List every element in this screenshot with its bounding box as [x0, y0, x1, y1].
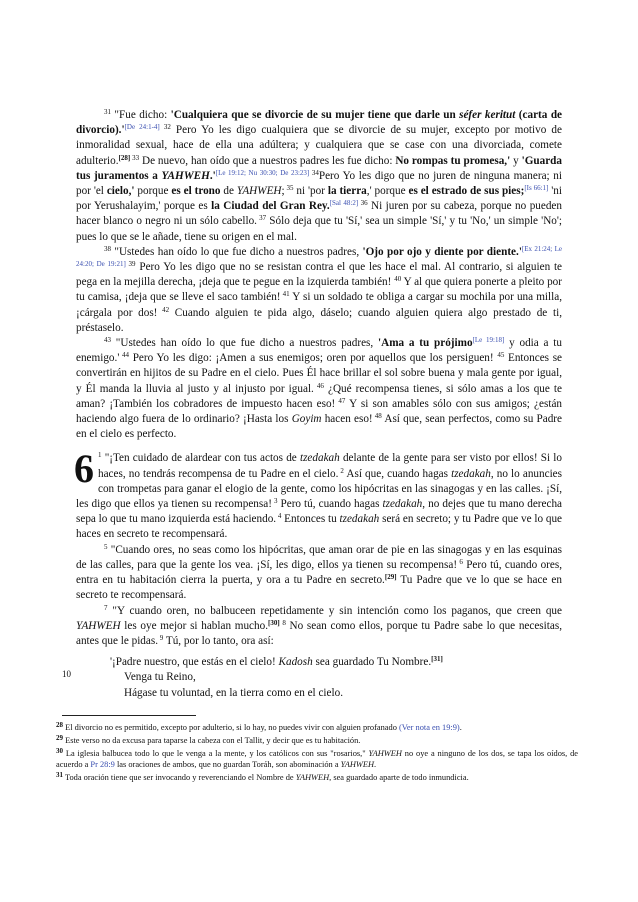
cross-reference-link[interactable]: [Le 19:18]	[472, 336, 505, 345]
chapter-number: 6	[74, 446, 94, 492]
verse-number: 3	[271, 497, 278, 506]
paragraph-v5: $^5$ "Cuando ores, no seas como los hipócritas, que aman orar de pie en las sinagogas y en las esquinas de las calles, para que la gente los vea. ¡Sí, les digo, ellos ya tienen su recompensa! $^6$ Pero tú, cuando ores, entra en tu habitación cierra la puerta, y ora a tu Padre en secreto.[29] Tu Padre que ve lo que se hace en secreto te recompensará.	[76, 542, 563, 602]
verse-number: 46	[313, 381, 324, 390]
verse-number: 44	[119, 351, 129, 360]
verse-number: 8	[279, 618, 286, 627]
verse-number: 45	[497, 351, 505, 360]
footnote-divider	[62, 715, 196, 716]
verse-number: 6	[457, 557, 463, 566]
scripture-text	[62, 108, 563, 701]
verse-number: 42	[157, 305, 170, 314]
lords-prayer	[62, 655, 562, 701]
verse-number: 1	[98, 451, 102, 460]
paragraph-v31: $^{31}$ "Fue dicho: 'Cualquiera que se divorcie de su mujer tiene que darle un séfer keritut (carta de divorcio).'[De 24:1-4] $^{32}$ Pero Yo les digo cualquiera que se divorcie de su mujer, excepto por motivo de inmoralidad sexual, hace de ella una adúltera; y cualquiera que se case con una divorciada, comete adulterio.[28] $^{33}$ De nuevo, han oído que a nuestros padres les fue dicho: No rompas tu promesa,' y 'Guarda tus juramentos a YAHWEH.'[Le 19:12; Nu 30:30; De 23:23] $^{34}$Pero Yo les digo que no juren de ninguna manera; ni por 'el cielo,' porque es el trono de YAHWEH; $^{35}$ ni 'por la tierra,' porque es el estrado de sus pies;[Is 66:1] 'ni por Yerushalayim,' porque es la Ciudad del Gran Rey.[Sal 48:2] $^{36}$ Ni juren por su cabeza, porque no pueden hacer blanco o negro ni un sólo cabello. $^{37}$ Sólo deja que tu 'Sí,' sea un simple 'Sí,' y tu 'No,' un simple 'No'; pues lo que se le añade, tiene su origen en el mal.	[76, 108, 563, 243]
cross-reference-link[interactable]: [De 24:1-4]	[124, 123, 160, 132]
prayer-line: '¡Padre nuestro, que estás en el cielo! Kadosh sea guardado Tu Nombre.[31]	[110, 655, 443, 669]
verse-number: 47	[335, 396, 346, 405]
footnote-31: $^{31}$ Toda oración tiene que ser invocando y reverenciando el Nombre de YAHWEH, sea guardado aparte de todo inmundicia.	[56, 771, 469, 782]
footnotes	[56, 722, 578, 785]
prayer-line: Venga tu Reino,	[124, 671, 196, 684]
footnote-30: $^{30}$ La iglesia balbucea todo lo que le venga a la mente, y los católicos con sus "rosarios," YAHWEH no oye a ninguno de los dos, se tapa los oídos, de acuerdo a Pr 28:9 las oraciones de ambos, que no guardan Toráh, son abominación a YAHWEH.	[56, 747, 579, 769]
paragraph-chapter6-v1: 6 $^1$ "¡Ten cuidado de alardear con tus actos de tzedakah delante de la gente para ser visto por ellos! Si lo haces, no tendrás recompensa de tu Padre en el cielo. $^2$ Así que, cuando hagas tzedakah, no lo anuncies con trompetas para ganar el elogio de la gente, como los hipócritas en las sinagogas y en las calles. ¡Sí, les digo que ellos ya tienen su recompensa! $^3$ Pero tú, cuando hagas tzedakah, no dejes que tu mano derecha sepa lo que tu mano izquierda está haciendo. $^4$ Entonces tu tzedakah será en secreto; y tu Padre que ve lo que haces en secreto te recompensará.	[74, 446, 563, 541]
prayer-line: Hágase tu voluntad, en la tierra como en el cielo.	[124, 686, 344, 699]
cross-reference-link[interactable]: [Is 66:1]	[524, 184, 549, 193]
verse-number: 2	[338, 466, 344, 475]
verse-number: 31	[104, 108, 111, 116]
footnote-28: $^{28}$ El divorcio no es permitido, excepto por adulterio, si lo hay, no puedes vivir con alguien profanado (Ver nota en 19:9).	[56, 721, 462, 732]
cross-reference-link[interactable]: [Le 19:12; Nu 30:30; De 23:23]	[215, 168, 310, 177]
paragraph-v43: $^{43}$ "Ustedes han oído lo que fue dicho a nuestros padres, 'Ama a tu prójimo[Le 19:18] y odia a tu enemigo.' $^{44}$ Pero Yo les digo: ¡Amen a sus enemigos; oren por aquellos que los persiguen! $^{45}$ Entonces se convertirán en hijitos de su Padre en el cielo. Pues Él hace brillar el sol sobre buena y mala gente por igual, y Él manda la lluvia al justo y al injusto por igual. $^{46}$ ¿Qué recompensa tienes, si sólo amas a los que te aman? ¡También los cobradores de impuesto hacen eso! $^{47}$ Y si son amables sólo con sus amigos; ¿están haciendo algo fuera de lo ordinario? ¡Hasta los Goyim hacen eso! $^{48}$ Así que, sean perfectos, como su Padre en el cielo es perfecto.	[76, 336, 563, 441]
verse-number: 4	[276, 512, 282, 521]
footnote-link[interactable]: Pr 28:9	[90, 760, 115, 769]
footnote-marker[interactable]: [31]	[431, 655, 443, 664]
footnote-link[interactable]: (Ver nota en 19:9)	[399, 723, 460, 732]
verse-number: 37	[256, 214, 267, 223]
verse-number: 7	[104, 603, 108, 612]
cross-reference-link[interactable]: [Sal 48:2]	[329, 199, 359, 208]
cross-reference-link[interactable]: [Ex 21:24; Le 24:20; De 19:21]	[76, 244, 562, 269]
verse-number: 41	[280, 290, 290, 299]
verse-number: 40	[394, 275, 402, 284]
verse-number: 39	[125, 260, 136, 269]
paragraph-v7: $^7$ "Y cuando oren, no balbuceen repetidamente y sin intención como los paganos, que creen que YAHWEH les oye mejor si hablan mucho.[30] $^8$ No sean como ellos, porque tu Padre sabe lo que necesitas, antes que le pidas. $^9$ Tú, por lo tanto, ora así:	[76, 603, 562, 647]
verse-number: 36	[358, 199, 368, 208]
verse-number: 9	[158, 633, 164, 642]
footnote-29: $^{29}$ Este verso no da excusa para taparse la cabeza con el Tallit, y decir que es tu habitación.	[56, 734, 361, 745]
verse-number: 48	[372, 412, 382, 421]
verse-number: 34	[309, 168, 319, 177]
footnote-marker[interactable]: [30]	[268, 618, 280, 627]
verse-number: 35	[284, 184, 294, 193]
verse-number: 43	[104, 336, 111, 345]
paragraph-v38: $^{38}$ "Ustedes han oído lo que fue dicho a nuestros padres, 'Ojo por ojo y diente por diente.'[Ex 21:24; Le 24:20; De 19:21] $^{39}$ Pero Yo les digo que no se resistan contra el que les hace el mal. Al contrario, si alguien te pega en la mejilla derecha, ¡deja que te pegue en la izquierda también! $^{40}$ Y al que quiera ponerte a pleito por tu camisa, ¡deja que se lleve el saco también! $^{41}$ Y si un soldado te obliga a cargar su mochila por una milla, ¡cárgala por dos! $^{42}$ Cuando alguien te pida algo, dáselo; cuando alguien quiera algo prestado de ti, préstaselo.	[76, 244, 563, 334]
verse-number: 5	[104, 542, 108, 551]
verse-number: 10	[62, 669, 71, 680]
verse-number: 38	[104, 244, 111, 253]
verse-number: 32	[159, 123, 171, 132]
footnote-marker[interactable]: [29]	[384, 573, 397, 582]
footnote-marker[interactable]: [28]	[118, 153, 131, 162]
verse-number: 33	[130, 153, 140, 162]
